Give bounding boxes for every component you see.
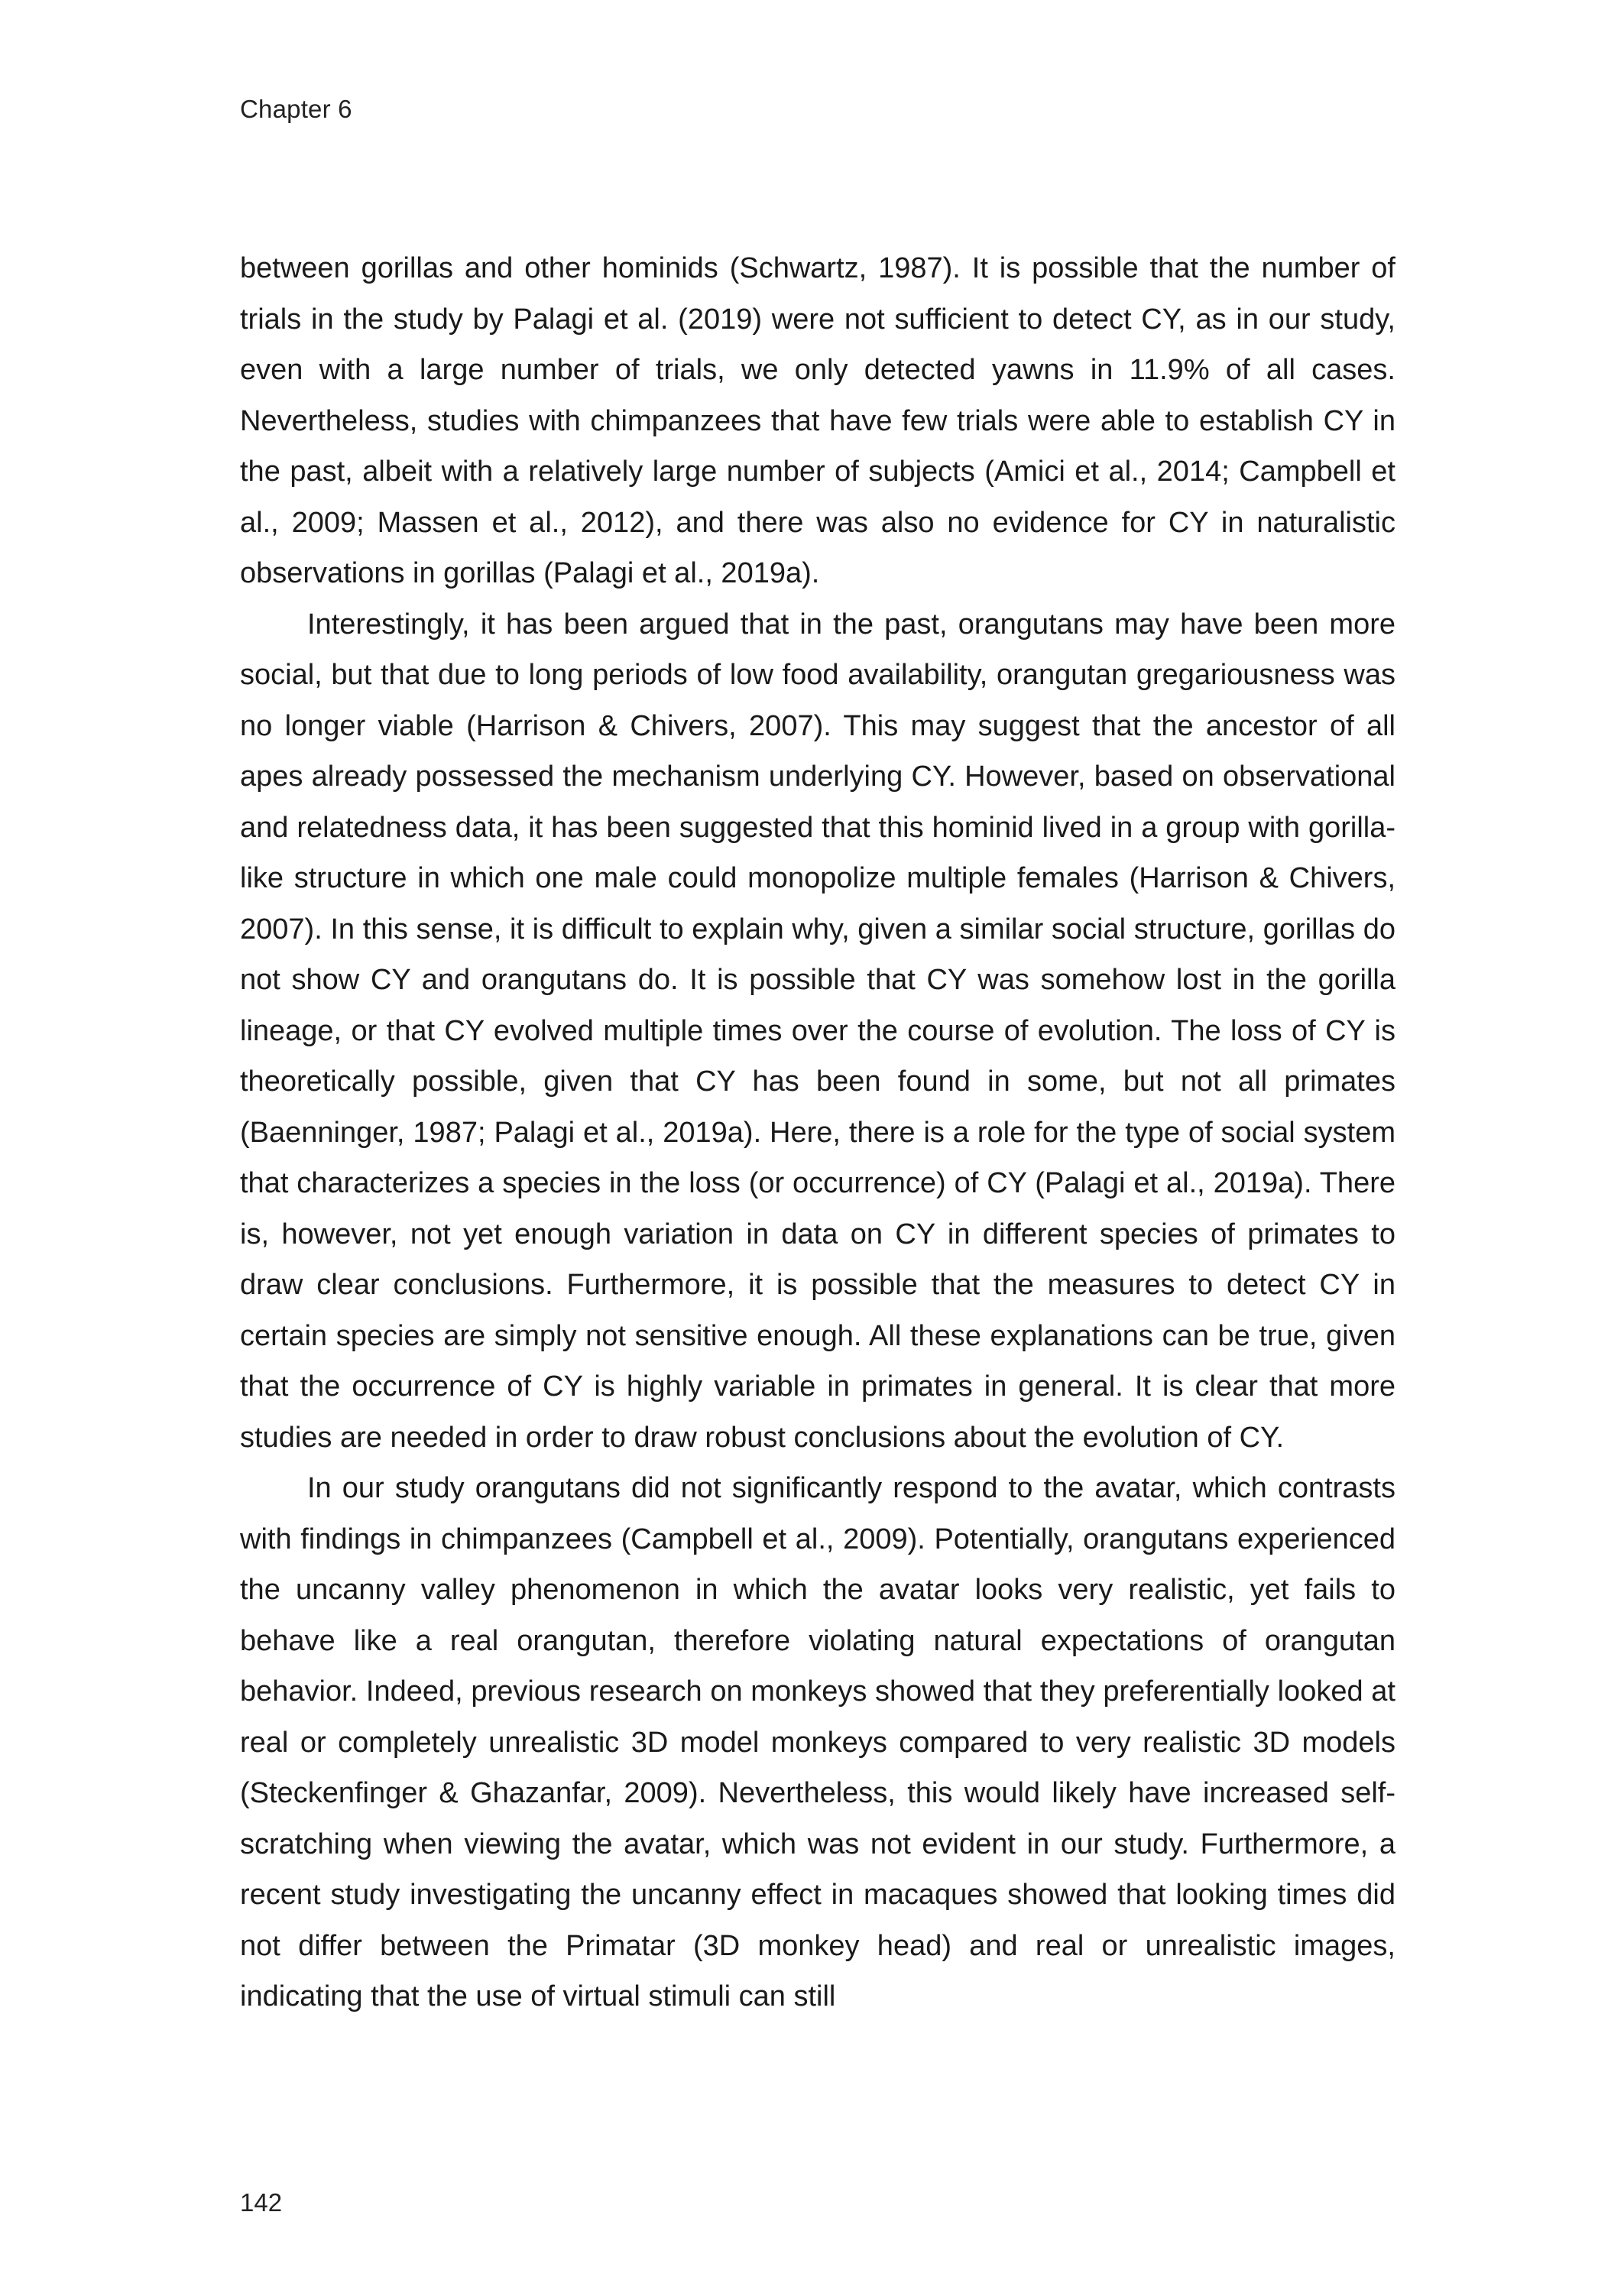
paragraph-avatar-response: In our study orangutans did not significantly respond to the avatar, which contrasts with findings in chimpanzees (Campbell et al., 2009). Potentially, orangutans experienced the uncanny valley phenomenon in which the avatar looks very realistic, yet fails to behave like a real orangutan, therefore violating natural expectations of orangutan behavior. Indeed, previous research on monkeys showed that they preferentially looked at real or completely unrealistic 3D model monkeys compared to very realistic 3D models (Steckenfinger & Ghazanfar, 2009). Nevertheless, this would likely have increased self-scratching when viewing the avatar, which was not evident in our study. Furthermore, a recent study investigating the uncanny effect in macaques showed that looking times did not differ between the Primatar (3D monkey head) and real or unrealistic images, indicating that the use of virtual stimuli can still [240,1472,1395,2012]
running-header: Chapter 6 [240,95,352,123]
body-text [240,243,1395,2022]
paragraph-continued: between gorillas and other hominids (Schwartz, 1987). It is possible that the number of trials in the study by Palagi et al. (2019) were not sufficient to detect CY, as in our study, even with a large number of trials, we only detected yawns in 11.9% of all cases. Nevertheless, studies with chimpanzees that have few trials were able to establish CY in the past, albeit with a relatively large number of subjects (Amici et al., 2014; Campbell et al., 2009; Massen et al., 2012), and there was also no evidence for CY in naturalistic observations in gorillas (Palagi et al., 2019a). [240,252,1395,589]
page-number: 142 [240,2188,283,2217]
paragraph-orangutan-sociality: Interestingly, it has been argued that in the past, orangutans may have been more social, but that due to long periods of low food availability, orangutan gregariousness was no longer viable (Harrison & Chivers, 2007). This may suggest that the ancestor of all apes already possessed the mechanism underlying CY. However, based on observational and relatedness data, it has been suggested that this hominid lived in a group with gorilla-like structure in which one male could monopolize multiple females (Harrison & Chivers, 2007). In this sense, it is difficult to explain why, given a similar social structure, gorillas do not show CY and orangutans do. It is possible that CY was somehow lost in the gorilla lineage, or that CY evolved multiple times over the course of evolution. The loss of CY is theoretically possible, given that CY has been found in some, but not all primates (Baenninger, 1987; Palagi et al., 2019a). Here, there is a role for the type of social system that characterizes a species in the loss (or occurrence) of CY (Palagi et al., 2019a). There is, however, not yet enough variation in data on CY in different species of primates to draw clear conclusions. Furthermore, it is possible that the measures to detect CY in certain species are simply not sensitive enough. All these explanations can be true, given that the occurrence of CY is highly variable in primates in general. It is clear that more studies are needed in order to draw robust conclusions about the evolution of CY. [240,608,1395,1454]
